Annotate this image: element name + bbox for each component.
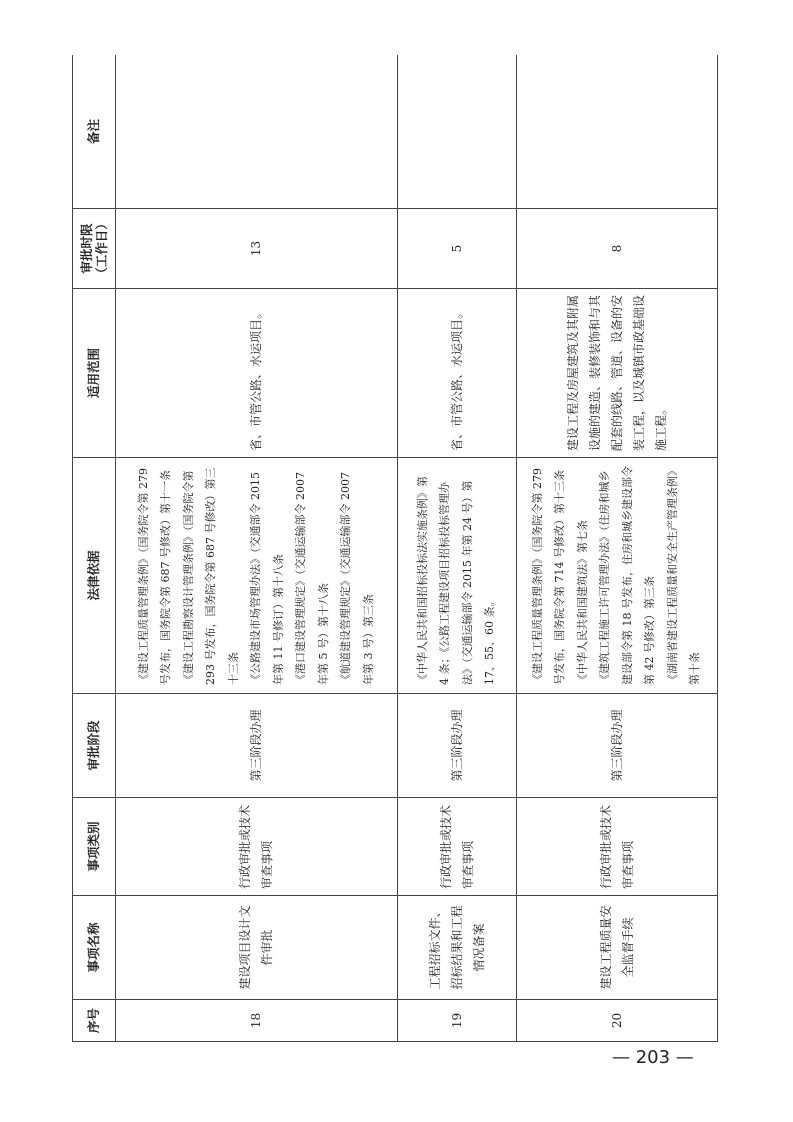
page-number: — 203 —: [612, 1047, 694, 1068]
basis-line: 《建筑工程施工许可管理办法》（住房和城乡建设部令第 18 号发布，住房和城乡建设部令第 42 号修改）第三条: [598, 466, 657, 685]
cell-category: 行政审批或技术审查事项: [397, 798, 516, 896]
basis-line: 《建设工程质量管理条例》（国务院令第 279 号发布，国务院令第 714 号修改）第十三条: [530, 468, 567, 685]
header-scope: 适用范围: [73, 289, 116, 458]
basis-line: 《港口建设管理规定》（交通运输部令 2007 年第 5 号）第十八条: [294, 472, 330, 685]
basis-line: 《公路建设市场管理办法》（交通部令 2015 年第 11 号修订）第十八条: [249, 472, 285, 685]
cell-scope: 省、市管公路、水运项目。: [397, 289, 516, 458]
basis-line: 《建设工程质量管理条例》（国务院令第 279 号发布，国务院令第 687 号修改）第十一条: [136, 468, 173, 685]
table-row: [397, 55, 516, 1042]
cell-seq: 19: [397, 1000, 516, 1042]
header-limit-line2: （工作日）: [94, 217, 109, 280]
cell-stage: 第三阶段办理: [116, 694, 398, 798]
rotated-table-area: [72, 55, 718, 1042]
cell-basis: [116, 458, 398, 694]
header-seq: 序号: [73, 1000, 116, 1042]
basis-line: 《中华人民共和国建筑法》第七条: [575, 520, 589, 685]
header-remark: 备注: [73, 55, 116, 209]
cell-scope: 建设工程及房屋建筑及其附属设施的建造、装修装饰和与其配套的线路、管道、设备的安装工程，以及城镇市政基础设施工程。: [516, 289, 717, 458]
cell-remark: [397, 55, 516, 209]
cell-basis: [397, 458, 516, 694]
header-basis: 法律依据: [73, 458, 116, 694]
cell-seq: 20: [516, 1000, 717, 1042]
basis-line: 《湖南省建设工程质量和安全生产管理条例》第十条: [665, 470, 702, 685]
cell-limit: 8: [516, 209, 717, 289]
basis-line: 《中华人民共和国招标投标法实施条例》第 4 条；《公路工程建设项目招标投标管理办法》（交通运输部令 2015 年第 24 号）第 17、55、60 条。: [415, 476, 497, 685]
cell-seq: 18: [116, 1000, 398, 1042]
header-limit: [73, 209, 116, 289]
cell-remark: [116, 55, 398, 209]
basis-line: 《建设工程勘察设计管理条例》（国务院令第 293 号发布，国务院令第 687 号修改）第三十三条: [181, 467, 240, 685]
cell-name: 建设项目设计文件审批: [116, 896, 398, 1000]
rotated-table-content: [72, 55, 718, 1042]
cell-category: 行政审批或技术审查事项: [516, 798, 717, 896]
approval-items-table: [72, 55, 718, 1042]
header-limit-line1: 审批时限: [79, 223, 94, 274]
basis-line: 《航道建设管理规定》（交通运输部令 2007 年第 3 号）第三条: [339, 472, 375, 685]
table-row: [516, 55, 717, 1042]
table-row: [116, 55, 398, 1042]
cell-stage: 第三阶段办理: [397, 694, 516, 798]
cell-basis: [516, 458, 717, 694]
cell-name: 建设工程质量安全监督手续: [516, 896, 717, 1000]
cell-stage: 第三阶段办理: [516, 694, 717, 798]
cell-scope: 省、市管公路、水运项目。: [116, 289, 398, 458]
cell-name: 工程招标文件、招标结果和工程情况备案: [397, 896, 516, 1000]
header-category: 事项类别: [73, 798, 116, 896]
cell-limit: 5: [397, 209, 516, 289]
header-name: 事项名称: [73, 896, 116, 1000]
cell-limit: 13: [116, 209, 398, 289]
table-header-row: [73, 55, 116, 1042]
cell-remark: [516, 55, 717, 209]
cell-category: 行政审批或技术审查事项: [116, 798, 398, 896]
header-stage: 审批阶段: [73, 694, 116, 798]
